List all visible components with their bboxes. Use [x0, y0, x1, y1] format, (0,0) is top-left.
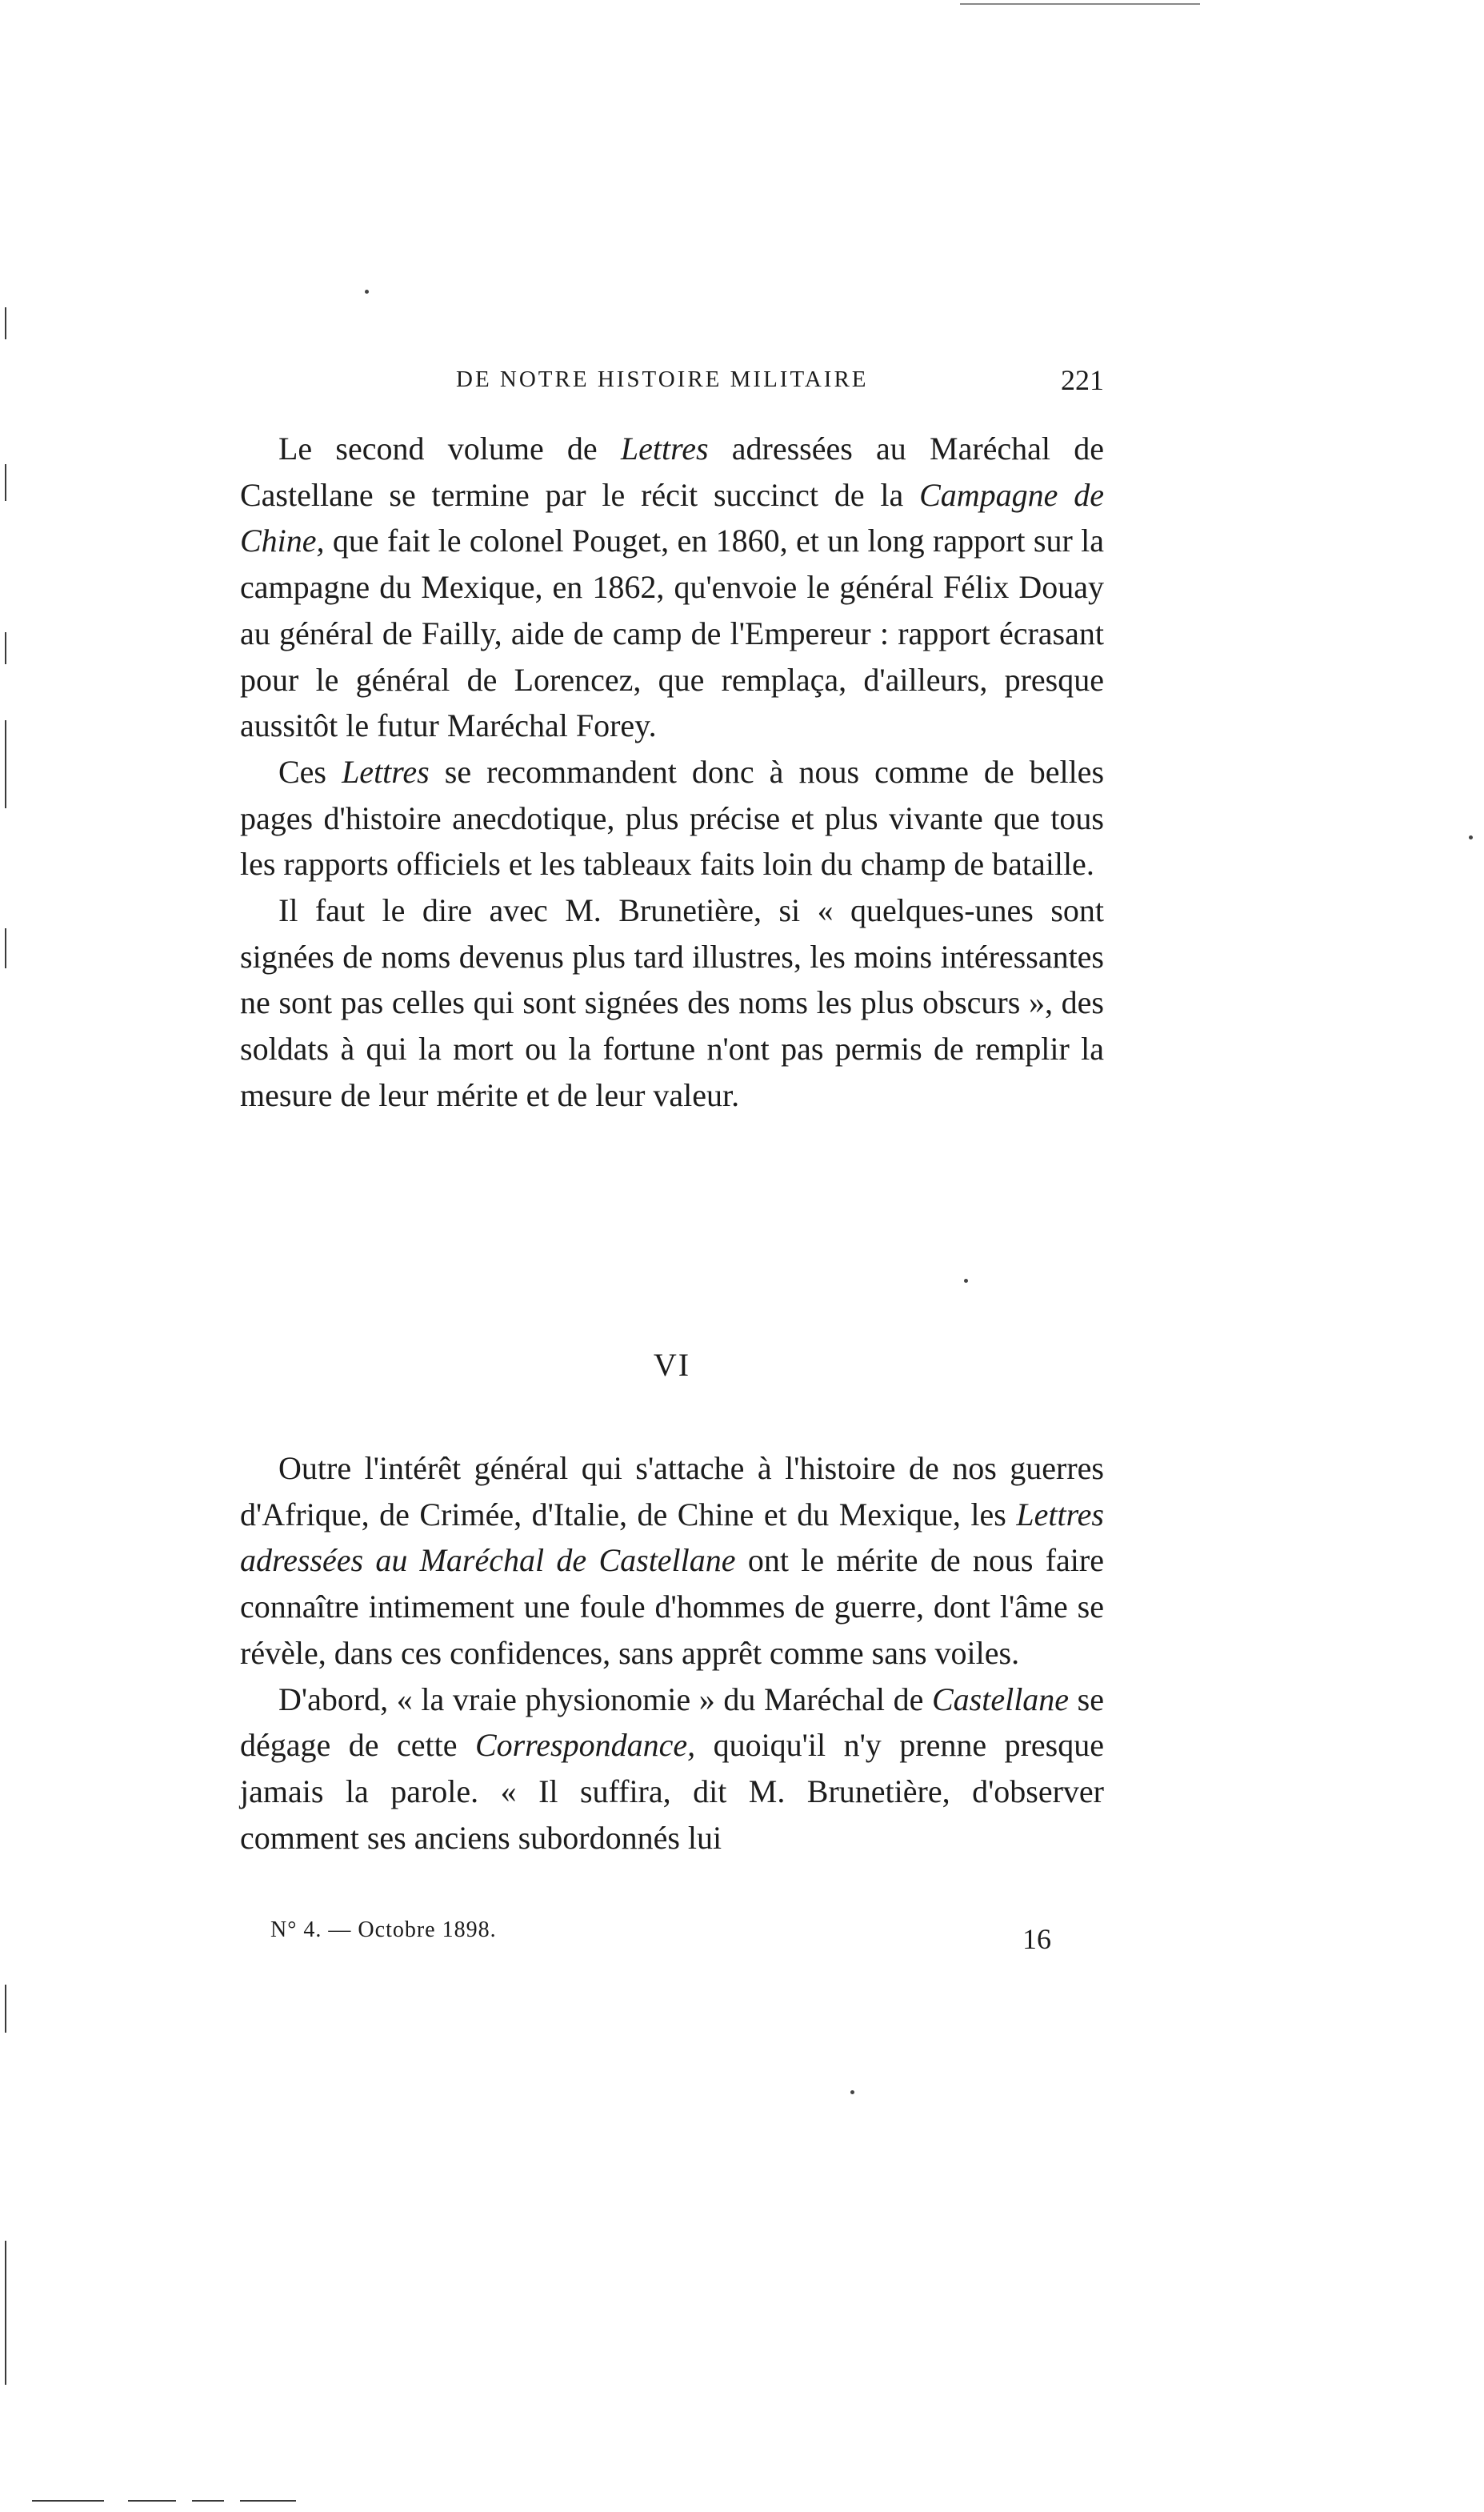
italic-title: Lettres [342, 753, 430, 790]
scan-edge-mark [240, 2500, 296, 2502]
paragraph: Le second volume de Lettres adressées au Maréchal de Castellane se termine par le récit succinct de la Campagne de Chine, que fait le colonel Pouget, en 1860, et un long rapport sur la campagne du Mexique, en 1862, qu'envoie le général Félix Douay au général de Failly, aide de camp de l'Empereur : rapport écrasant pour le général de Lorencez, que remplaça, d'ailleurs, presque aussitôt le futur Maréchal Forey. [240, 431, 1105, 744]
scan-edge-mark [32, 2500, 104, 2502]
italic-title: Lettres [620, 431, 709, 467]
paragraph: Il faut le dire avec M. Brunetière, si « quelques-unes sont signées de noms devenus plus tard illustres, les moins intéressantes ne sont pas celles qui sont signées des noms les plus obscurs », des soldats à qui la mort ou la fortune n'ont pas permis de remplir la mesure de leur mérite et de leur valeur. [240, 892, 1104, 1113]
italic-title: Lettres adressées au Maréchal de Castellane [240, 1496, 1104, 1579]
paragraph: Outre l'intérêt général qui s'attache à l'histoire de nos guerres d'Afrique, de Crimée, d'Italie, de Chine et du Mexique, les Lettres adressées au Maréchal de Castellane ont le mérite de nous faire connaître intimement une foule d'hommes de guerre, dont l'âme se révèle, dans ces confidences, sans apprêt comme sans voiles. [240, 1450, 1104, 1671]
scan-edge-mark [192, 2500, 224, 2502]
scan-speck [1469, 835, 1473, 839]
scan-edge-mark [5, 1985, 6, 2033]
scan-edge-mark [5, 464, 6, 501]
scan-edge-mark [5, 632, 6, 664]
italic-title: Campagne de Chine, [240, 476, 1104, 559]
text-block-before-section [240, 426, 1104, 1119]
page-footer [240, 1917, 1104, 1957]
running-head [240, 364, 1104, 407]
text-block-after-section [240, 1445, 1104, 1861]
paragraph: Ces Lettres se recommandent donc à nous comme de belles pages d'histoire anecdotique, plus précise et plus vivante que tous les rapports officiels et les tableaux faits loin du champ de bataille. [240, 753, 1105, 883]
paragraph: D'abord, « la vraie physionomie » du Maréchal de Castellane se dégage de cette Correspondance, quoiqu'il n'y prenne presque jamais la parole. « Il suffira, dit M. Brunetière, d'observer comment ses anciens subordonnés lui [240, 1681, 1104, 1856]
scan-edge-mark [960, 3, 1200, 5]
page-number: 221 [1061, 364, 1104, 396]
scan-speck [850, 2090, 854, 2094]
scan-edge-mark [5, 307, 6, 339]
issue-note: N° 4. — Octobre 1898. [270, 1917, 497, 1942]
italic-title: Correspondance, [474, 1727, 696, 1764]
scan-speck [964, 1279, 968, 1283]
scan-speck [365, 290, 369, 294]
section-heading: VI [653, 1347, 691, 1383]
scan-edge-mark [5, 2241, 6, 2385]
italic-title: Castellane [931, 1681, 1070, 1717]
scan-edge-mark [5, 720, 6, 808]
scan-edge-mark [5, 928, 6, 968]
scan-edge-mark [128, 2500, 176, 2502]
signature-mark: 16 [1022, 1923, 1051, 1955]
running-title: DE NOTRE HISTOIRE MILITAIRE [456, 367, 869, 392]
